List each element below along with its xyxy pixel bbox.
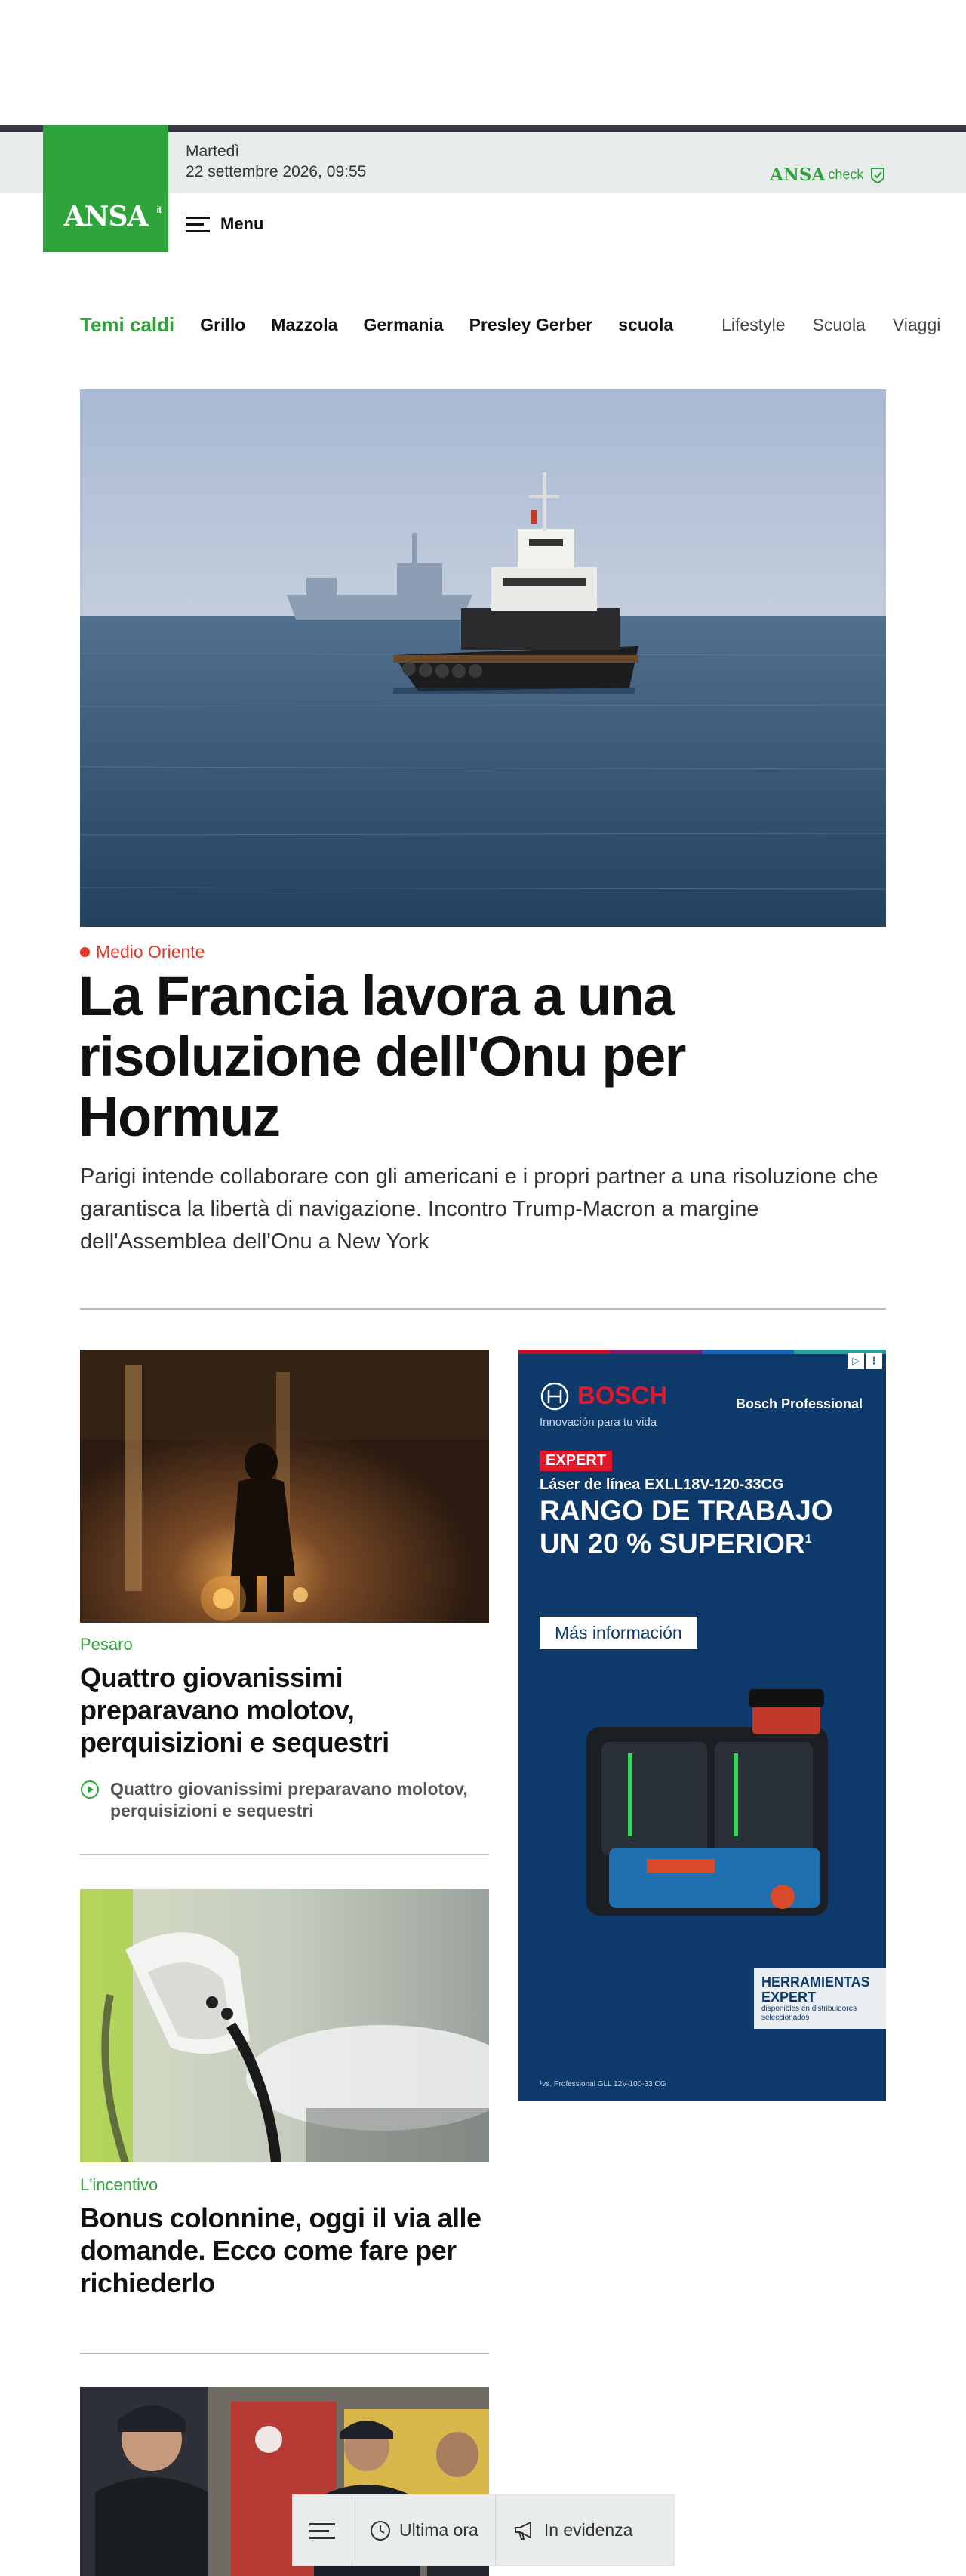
ad-expert-badge: EXPERT bbox=[540, 1451, 612, 1471]
topic-link[interactable]: scuola bbox=[618, 314, 674, 334]
bosch-ad[interactable] bbox=[518, 1350, 886, 2101]
logo-text: ANSA it bbox=[63, 201, 162, 232]
ad-stripe bbox=[518, 1350, 886, 1354]
featured-button[interactable] bbox=[496, 2495, 650, 2565]
ad-choices[interactable] bbox=[848, 1353, 882, 1369]
ansa-check-label: check bbox=[828, 167, 864, 182]
bottom-nav bbox=[293, 2495, 674, 2565]
menu-button[interactable] bbox=[186, 214, 263, 234]
hamburger-icon bbox=[309, 2521, 335, 2541]
topic-link[interactable]: Germania bbox=[363, 314, 444, 334]
section-link[interactable]: Scuola bbox=[812, 314, 866, 334]
bosch-logo-icon bbox=[540, 1381, 570, 1411]
hot-topics-label: Temi caldi bbox=[80, 312, 175, 336]
article-image-charger[interactable] bbox=[80, 1889, 489, 2162]
article-title[interactable]: Quattro giovanissimi preparavano molotov, perquisizioni e sequestri bbox=[80, 1662, 389, 1758]
ad-pro-label: Bosch Professional bbox=[736, 1396, 863, 1411]
ad-brand: BOSCH bbox=[577, 1381, 668, 1409]
related-video-title: Quattro giovanissimi preparavano molotov, perquisizioni e sequestri bbox=[110, 1779, 468, 1820]
ad-footnote: ¹vs. Professional GLL 12V-100-33 CG bbox=[540, 2080, 666, 2088]
ansa-check-link[interactable] bbox=[770, 165, 886, 185]
ship-photo bbox=[80, 389, 886, 927]
divider bbox=[80, 1308, 886, 1310]
latest-news-label: Ultima ora bbox=[399, 2520, 478, 2540]
shield-check-icon bbox=[869, 166, 886, 184]
bottom-menu-button[interactable] bbox=[293, 2495, 352, 2565]
divider bbox=[80, 1854, 489, 1855]
latest-news-button[interactable] bbox=[352, 2495, 496, 2565]
ad-cta-button[interactable]: Más información bbox=[540, 1617, 697, 1649]
ad-product-line: Láser de línea EXLL18V-120-33CG bbox=[540, 1476, 784, 1493]
night-photo bbox=[80, 1350, 489, 1623]
ad-tools-sub: disponibles en distribuidores seleccionados bbox=[761, 2005, 857, 2022]
section-link[interactable]: Lifestyle bbox=[721, 314, 786, 334]
play-circle-icon bbox=[80, 1780, 100, 1799]
article-title[interactable]: Bonus colonnine, oggi il via alle domande. Ecco come fare per richiederlo bbox=[80, 2202, 481, 2298]
divider bbox=[80, 2353, 489, 2354]
ansa-logo[interactable] bbox=[43, 125, 168, 252]
article-image-molotov[interactable] bbox=[80, 1350, 489, 1623]
more-options-icon[interactable]: ⋮ bbox=[866, 1353, 882, 1369]
hero-image-ship[interactable] bbox=[80, 389, 886, 927]
laser-level-product bbox=[556, 1682, 858, 1953]
ansa-check-brand: ANSA bbox=[770, 165, 826, 185]
related-video-link[interactable] bbox=[80, 1778, 489, 1822]
hero-title[interactable]: La Francia lavora a una risoluzione dell'Onu per Hormuz bbox=[78, 965, 685, 1148]
hero-kicker[interactable] bbox=[80, 942, 205, 962]
featured-label: In evidenza bbox=[543, 2520, 633, 2540]
section-link[interactable]: Viaggi bbox=[892, 314, 941, 334]
hero-summary: Parigi intende collaborare con gli americani e i propri partner a una risoluzione che garantisca la libertà di navigazione. Incontro Trump-Macron a margine dell'Assemblea dell'Onu a New York bbox=[80, 1165, 878, 1254]
ev-charger-photo bbox=[80, 1889, 489, 2162]
ad-tools-title: HERRAMIENTAS EXPERT bbox=[761, 1974, 870, 2005]
ad-tools-box bbox=[754, 1968, 886, 2029]
article-kicker[interactable]: L'incentivo bbox=[80, 2175, 158, 2194]
megaphone-icon bbox=[512, 2519, 537, 2542]
hero-kicker-label: Medio Oriente bbox=[96, 942, 205, 962]
live-dot-icon bbox=[80, 947, 90, 957]
article-kicker[interactable]: Pesaro bbox=[80, 1635, 133, 1654]
ad-headline: RANGO DE TRABAJO UN 20 % SUPERIOR$^1$ bbox=[540, 1495, 833, 1559]
menu-label: Menu bbox=[220, 214, 264, 233]
date-day: Martedì bbox=[186, 143, 240, 160]
topic-link[interactable]: Grillo bbox=[200, 314, 246, 334]
clock-icon bbox=[369, 2519, 392, 2542]
ad-tagline: Innovación para tu vida bbox=[540, 1416, 657, 1429]
date-full: 22 settembre 2026, 09:55 bbox=[186, 163, 367, 180]
topic-link[interactable]: Mazzola bbox=[271, 314, 338, 334]
topics-bar bbox=[80, 309, 966, 340]
hamburger-icon bbox=[186, 215, 210, 233]
adchoices-icon[interactable]: ▷ bbox=[848, 1353, 864, 1369]
topic-link[interactable]: Presley Gerber bbox=[469, 314, 593, 334]
